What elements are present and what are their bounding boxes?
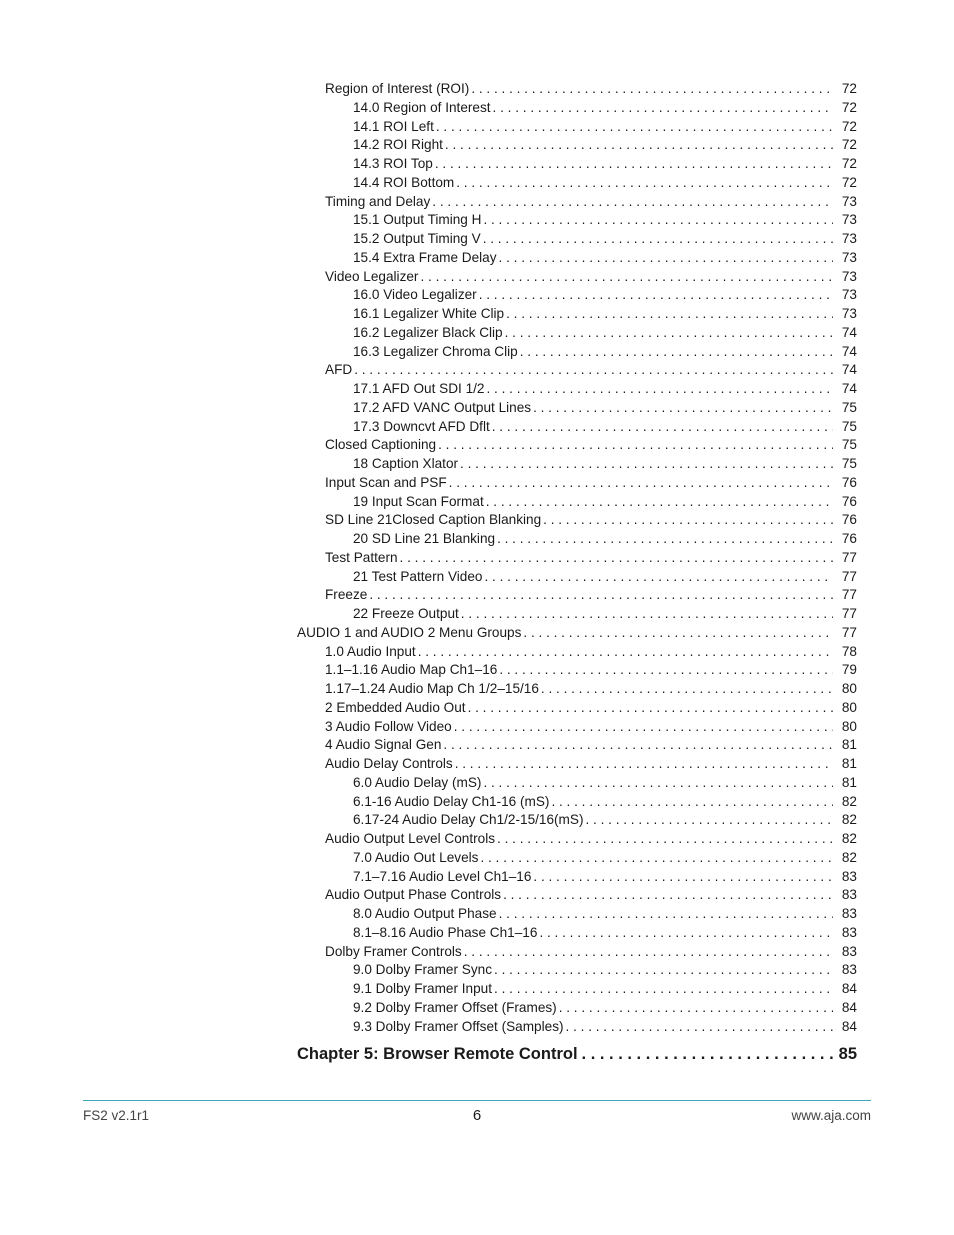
toc-entry[interactable] xyxy=(353,229,857,248)
dot-leader xyxy=(503,885,833,904)
toc-entry-title: 1.0 Audio Input xyxy=(325,643,416,659)
toc-entry-page-number: 74 xyxy=(841,324,857,340)
toc-entry-page-number: 73 xyxy=(841,249,857,265)
toc-entry[interactable] xyxy=(325,267,857,286)
toc-entry-page-number: 73 xyxy=(841,212,857,228)
dot-leader xyxy=(483,229,833,248)
dot-leader xyxy=(455,754,833,773)
toc-entry-page-number: 84 xyxy=(841,999,857,1015)
toc-entry-page-number: 81 xyxy=(841,774,857,790)
toc-entry-title: 20 SD Line 21 Blanking xyxy=(353,531,496,546)
dot-leader xyxy=(369,585,833,604)
toc-entry[interactable] xyxy=(353,492,857,511)
dot-leader xyxy=(418,642,833,661)
dot-leader xyxy=(486,492,833,511)
toc-entry-title: 9.3 Dolby Framer Offset (Samples) xyxy=(353,1018,564,1034)
toc-entry-page-number: 81 xyxy=(841,737,857,753)
dot-leader xyxy=(543,510,833,529)
dot-leader xyxy=(541,679,833,698)
toc-entry-page-number: 75 xyxy=(841,418,857,434)
dot-leader xyxy=(505,323,833,342)
dot-leader xyxy=(493,98,833,117)
dot-leader xyxy=(523,623,833,642)
toc-entry-title: 19 Input Scan Format xyxy=(353,493,484,509)
toc-entry[interactable] xyxy=(353,567,857,586)
toc-entry-title: AFD xyxy=(325,362,353,378)
toc-entry[interactable] xyxy=(325,829,857,848)
toc-entry-title: 14.2 ROI Right xyxy=(353,137,443,153)
toc-entry-title: 6.0 Audio Delay (mS) xyxy=(353,774,482,790)
toc-entry[interactable] xyxy=(353,454,857,473)
toc-entry[interactable] xyxy=(353,323,857,342)
dot-leader xyxy=(539,923,833,942)
toc-entry[interactable] xyxy=(325,679,857,698)
toc-entry-title: 1.17–1.24 Audio Map Ch 1/2–15/16 xyxy=(325,681,539,696)
toc-entry-title: 3 Audio Follow Video xyxy=(325,718,452,734)
toc-entry-page-number: 72 xyxy=(841,174,857,190)
toc-entry-title: 9.1 Dolby Framer Input xyxy=(353,981,493,996)
dot-leader xyxy=(533,867,833,886)
toc-entry-title: 15.1 Output Timing H xyxy=(353,212,482,228)
toc-entry[interactable] xyxy=(353,248,857,267)
toc-entry-title: 8.1–8.16 Audio Phase Ch1–16 xyxy=(353,924,538,940)
toc-entry-title: 17.1 AFD Out SDI 1/2 xyxy=(353,381,485,396)
dot-leader xyxy=(464,942,833,961)
toc-entry-page-number: 73 xyxy=(841,193,857,209)
toc-entry[interactable] xyxy=(353,135,857,154)
dot-leader xyxy=(499,248,833,267)
toc-entry-title: 9.0 Dolby Framer Sync xyxy=(353,962,493,978)
toc-entry-title: 15.2 Output Timing V xyxy=(353,231,481,246)
dot-leader xyxy=(520,342,833,361)
toc-entry-page-number: 82 xyxy=(841,831,857,846)
dot-leader xyxy=(456,173,833,192)
toc-entry-page-number: 78 xyxy=(841,643,857,659)
toc-entry[interactable] xyxy=(325,510,857,529)
toc-entry-page-number: 82 xyxy=(841,793,857,809)
toc-entry[interactable] xyxy=(353,867,857,886)
dot-leader xyxy=(551,792,833,811)
dot-leader xyxy=(454,717,833,736)
toc-entry-page-number: 82 xyxy=(841,812,857,828)
toc-entry[interactable] xyxy=(297,623,857,642)
toc-entry-title: Test Pattern xyxy=(325,549,398,565)
toc-entry-title: 16.0 Video Legalizer xyxy=(353,287,477,303)
toc-entry-page-number: 83 xyxy=(841,962,857,978)
toc-entry[interactable] xyxy=(353,792,857,811)
toc-entry[interactable] xyxy=(353,904,857,923)
dot-leader xyxy=(483,773,833,792)
dot-leader xyxy=(494,979,833,998)
toc-entry[interactable] xyxy=(353,154,857,173)
toc-entry-page-number: 76 xyxy=(841,512,857,528)
dot-leader xyxy=(494,960,833,979)
dot-leader xyxy=(471,79,833,98)
toc-entry-title: 14.4 ROI Bottom xyxy=(353,174,455,190)
toc-entry[interactable] xyxy=(325,942,857,961)
dot-leader xyxy=(449,473,833,492)
toc-entry[interactable] xyxy=(353,1017,857,1036)
toc-entry-page-number: 73 xyxy=(841,268,857,284)
dot-leader xyxy=(460,454,833,473)
toc-entry-title: 7.1–7.16 Audio Level Ch1–16 xyxy=(353,868,532,884)
toc-entry-title: 2 Embedded Audio Out xyxy=(325,699,466,715)
chapter-page-number: 85 xyxy=(838,1045,857,1063)
toc-entry[interactable] xyxy=(325,660,857,679)
toc-entry[interactable] xyxy=(325,473,857,492)
dot-leader xyxy=(443,735,833,754)
footer-page-number: 6 xyxy=(472,1107,482,1124)
toc-entry-page-number: 72 xyxy=(841,99,857,115)
toc-entry-title: 6.1-16 Audio Delay Ch1-16 (mS) xyxy=(353,793,550,809)
toc-entry[interactable] xyxy=(353,117,857,136)
dot-leader xyxy=(435,154,833,173)
toc-entry[interactable] xyxy=(353,848,857,867)
dot-leader xyxy=(354,360,833,379)
toc-entry[interactable] xyxy=(325,885,857,904)
toc-entry-title: 15.4 Extra Frame Delay xyxy=(353,249,497,265)
toc-entry-page-number: 79 xyxy=(841,662,857,678)
toc-entry-title: Freeze xyxy=(325,587,368,603)
toc-entry-page-number: 77 xyxy=(841,568,857,584)
toc-entry-page-number: 77 xyxy=(841,606,857,621)
dot-leader xyxy=(559,998,833,1017)
toc-entry-page-number: 76 xyxy=(841,493,857,509)
toc-entry-title: SD Line 21Closed Caption Blanking xyxy=(325,512,542,528)
toc-entry-title: 18 Caption Xlator xyxy=(353,456,459,471)
toc-entry-title: 16.2 Legalizer Black Clip xyxy=(353,324,503,340)
toc-entry-page-number: 83 xyxy=(841,868,857,884)
toc-entry-title: Audio Output Phase Controls xyxy=(325,887,502,903)
toc-entry-title: Audio Output Level Controls xyxy=(325,831,496,846)
toc-entry-title: 14.3 ROI Top xyxy=(353,156,433,171)
toc-entry[interactable] xyxy=(353,979,857,998)
toc-entry[interactable] xyxy=(325,360,857,379)
toc-entry-page-number: 83 xyxy=(841,943,857,959)
toc-entry-page-number: 72 xyxy=(841,81,857,96)
toc-entry[interactable] xyxy=(325,548,857,567)
toc-entry-title: 16.1 Legalizer White Clip xyxy=(353,306,505,321)
toc-entry[interactable] xyxy=(353,773,857,792)
toc-entry-title: 17.2 AFD VANC Output Lines xyxy=(353,399,532,415)
toc-entry[interactable] xyxy=(353,285,857,304)
dot-leader xyxy=(582,1042,835,1066)
dot-leader xyxy=(486,379,833,398)
toc-entry-title: 14.1 ROI Left xyxy=(353,118,434,134)
dot-leader xyxy=(480,848,833,867)
dot-leader xyxy=(432,192,833,211)
toc-entry-page-number: 81 xyxy=(841,756,857,771)
toc-entry[interactable] xyxy=(325,698,857,717)
toc-entry-page-number: 74 xyxy=(841,362,857,378)
dot-leader xyxy=(420,267,833,286)
dot-leader xyxy=(468,698,833,717)
toc-entry-page-number: 72 xyxy=(841,156,857,171)
toc-entry-title: Timing and Delay xyxy=(325,193,431,209)
toc-entry-page-number: 76 xyxy=(841,474,857,490)
footer-divider xyxy=(83,1100,871,1101)
dot-leader xyxy=(497,829,833,848)
toc-entry[interactable] xyxy=(353,173,857,192)
toc-entry[interactable] xyxy=(353,398,857,417)
dot-leader xyxy=(483,210,833,229)
toc-entry-page-number: 75 xyxy=(841,456,857,471)
toc-entry-page-number: 83 xyxy=(841,924,857,940)
footer-document-version: FS2 v2.1r1 xyxy=(83,1108,150,1123)
dot-leader xyxy=(445,135,833,154)
dot-leader xyxy=(461,604,833,623)
toc-chapter-entry[interactable] xyxy=(297,1042,857,1066)
toc-entry[interactable] xyxy=(353,923,857,942)
toc-entry-title: 21 Test Pattern Video xyxy=(353,568,483,584)
dot-leader xyxy=(400,548,833,567)
toc-entry[interactable] xyxy=(353,960,857,979)
toc-entry-page-number: 77 xyxy=(841,587,857,603)
toc-entry-title: Audio Delay Controls xyxy=(325,756,453,771)
dot-leader xyxy=(436,117,833,136)
toc-entry[interactable] xyxy=(325,585,857,604)
dot-leader xyxy=(506,304,833,323)
toc-entry-page-number: 72 xyxy=(841,137,857,153)
toc-entry-title: Input Scan and PSF xyxy=(325,474,447,490)
toc-entry-title: 7.0 Audio Out Levels xyxy=(353,849,479,865)
toc-entry-page-number: 74 xyxy=(841,381,857,396)
toc-entry-page-number: 76 xyxy=(841,531,857,546)
toc-entry-page-number: 80 xyxy=(841,699,857,715)
dot-leader xyxy=(479,285,833,304)
dot-leader xyxy=(485,567,834,586)
toc-entry[interactable] xyxy=(353,998,857,1017)
toc-entry[interactable] xyxy=(325,754,857,773)
toc-entry-title: Region of Interest (ROI) xyxy=(325,81,470,96)
toc-entry-page-number: 74 xyxy=(841,343,857,359)
dot-leader xyxy=(533,398,833,417)
dot-leader xyxy=(499,660,833,679)
toc-entry-page-number: 75 xyxy=(841,437,857,453)
toc-entry-title: Closed Captioning xyxy=(325,437,437,453)
toc-entry-title: 6.17-24 Audio Delay Ch1/2-15/16(mS) xyxy=(353,812,584,828)
toc-entry-title: 14.0 Region of Interest xyxy=(353,99,491,115)
toc-entry[interactable] xyxy=(325,717,857,736)
toc-entry-page-number: 83 xyxy=(841,906,857,921)
toc-entry[interactable] xyxy=(353,342,857,361)
toc-entry-title: AUDIO 1 and AUDIO 2 Menu Groups xyxy=(297,624,522,640)
toc-entry[interactable] xyxy=(353,417,857,436)
toc-entry[interactable] xyxy=(353,604,857,623)
toc-entry-page-number: 75 xyxy=(841,399,857,415)
toc-entry[interactable] xyxy=(353,304,857,323)
toc-entry-page-number: 84 xyxy=(841,1018,857,1034)
toc-entry-page-number: 82 xyxy=(841,849,857,865)
toc-entry[interactable] xyxy=(325,735,857,754)
toc-entry[interactable] xyxy=(353,98,857,117)
toc-entry-page-number: 77 xyxy=(841,549,857,565)
toc-entry-title: 17.3 Downcvt AFD Dflt xyxy=(353,418,490,434)
toc-entry[interactable] xyxy=(353,379,857,398)
dot-leader xyxy=(566,1017,833,1036)
chapter-title: Chapter 5: Browser Remote Control xyxy=(297,1045,578,1063)
toc-entry-page-number: 73 xyxy=(841,231,857,246)
toc-entry-page-number: 73 xyxy=(841,287,857,303)
toc-entry-page-number: 80 xyxy=(841,718,857,734)
toc-entry-title: 4 Audio Signal Gen xyxy=(325,737,442,753)
dot-leader xyxy=(497,529,833,548)
toc-entry-title: 8.0 Audio Output Phase xyxy=(353,906,497,921)
footer-website: www.aja.com xyxy=(791,1108,871,1123)
toc-entry[interactable] xyxy=(325,642,857,661)
toc-entry-page-number: 72 xyxy=(841,118,857,134)
toc-entry-title: 9.2 Dolby Framer Offset (Frames) xyxy=(353,999,557,1015)
toc-entry-title: 1.1–1.16 Audio Map Ch1–16 xyxy=(325,662,498,678)
dot-leader xyxy=(492,417,833,436)
toc-entry[interactable] xyxy=(353,810,857,829)
dot-leader xyxy=(585,810,833,829)
toc-entry-page-number: 80 xyxy=(841,681,857,696)
toc-entry[interactable] xyxy=(325,435,857,454)
toc-entry[interactable] xyxy=(353,210,857,229)
toc-entry-page-number: 77 xyxy=(841,624,857,640)
toc-entry-title: 16.3 Legalizer Chroma Clip xyxy=(353,343,518,359)
toc-entry-title: 22 Freeze Output xyxy=(353,606,459,621)
dot-leader xyxy=(438,435,833,454)
dot-leader xyxy=(499,904,833,923)
toc-entry[interactable] xyxy=(325,79,857,98)
toc-entry-title: Dolby Framer Controls xyxy=(325,943,462,959)
toc-entry-page-number: 73 xyxy=(841,306,857,321)
toc-entry-page-number: 83 xyxy=(841,887,857,903)
toc-entry[interactable] xyxy=(353,529,857,548)
toc-entry[interactable] xyxy=(325,192,857,211)
toc-entry-title: Video Legalizer xyxy=(325,268,419,284)
toc-entry-page-number: 84 xyxy=(841,981,857,996)
